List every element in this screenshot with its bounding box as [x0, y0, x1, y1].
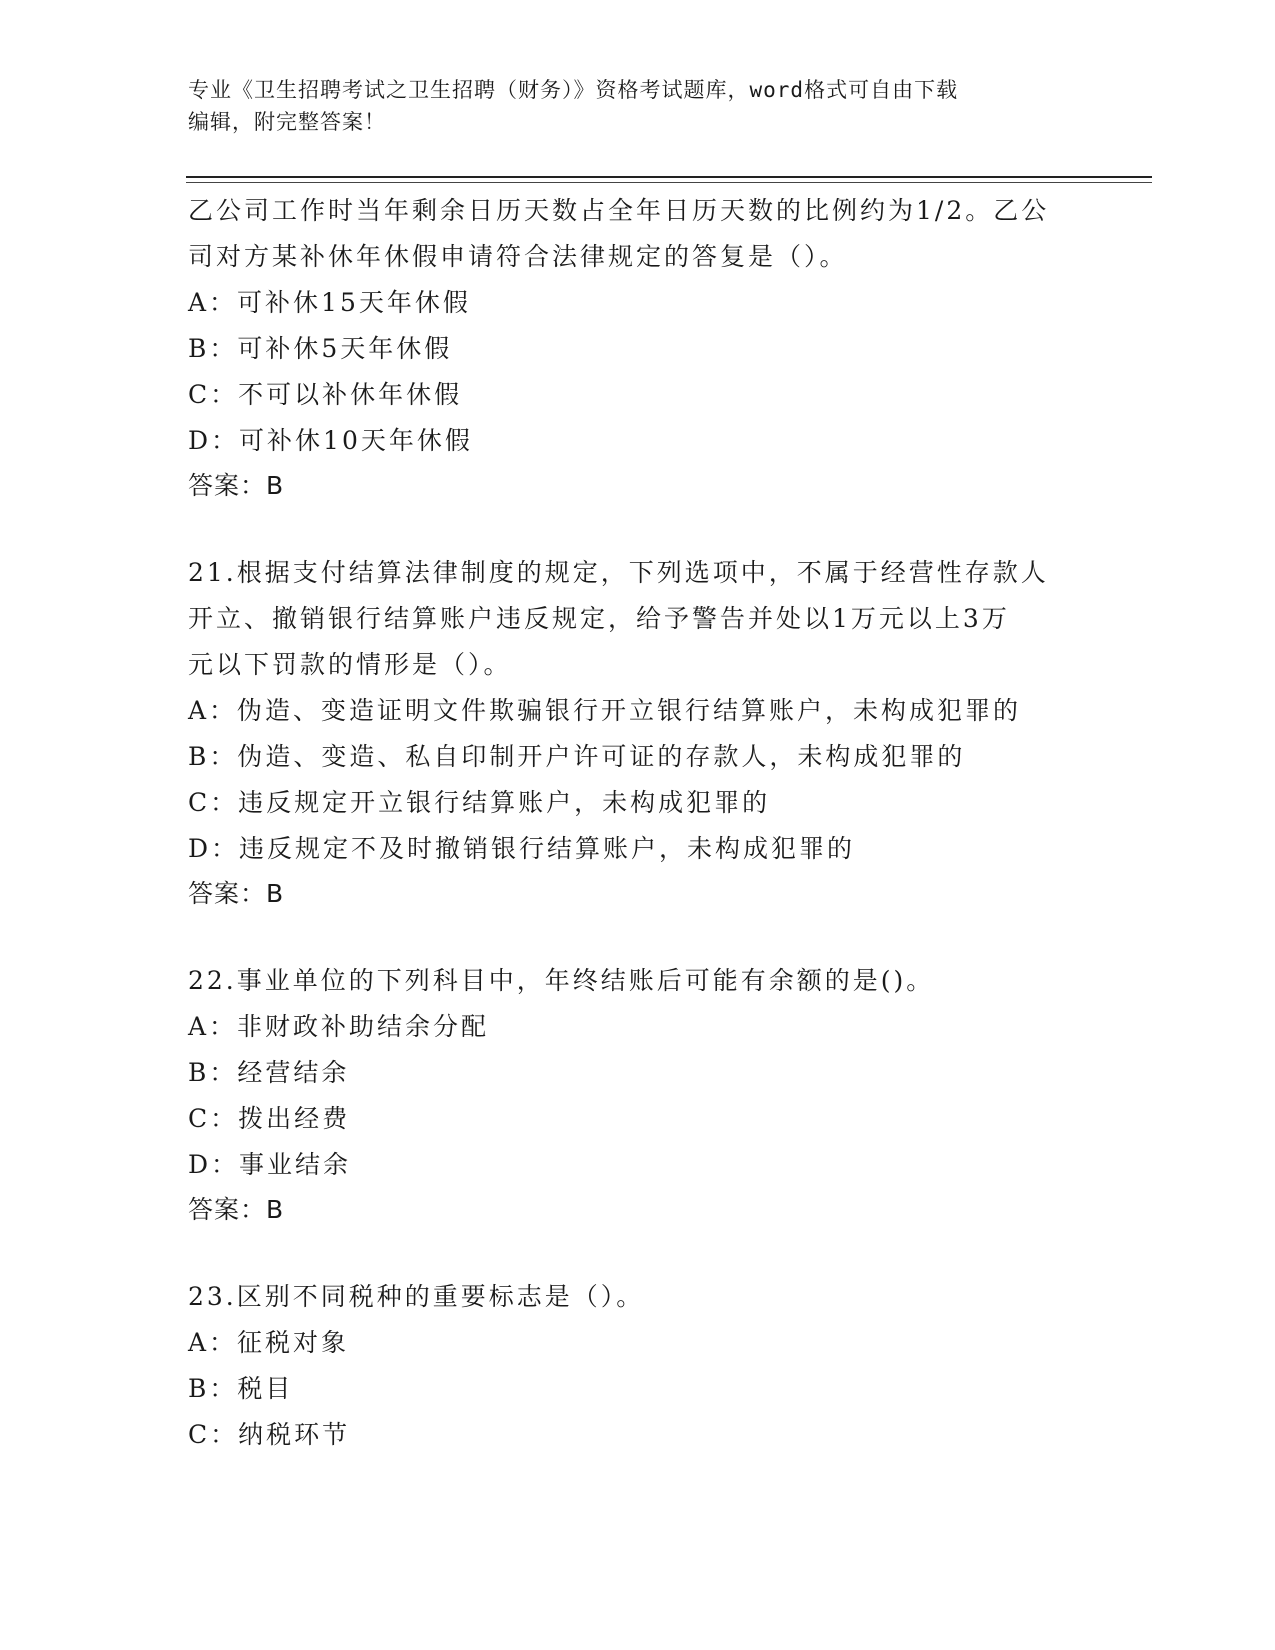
question-22-stem-line-1: 22.事业单位的下列科目中，年终结账后可能有余额的是()。	[188, 966, 935, 995]
question-22-option-d: D：事业结余	[188, 1150, 352, 1179]
question-22-option-c: C：拨出经费	[188, 1104, 351, 1133]
question-20-stem-line-2: 司对方某补休年休假申请符合法律规定的答复是（）。	[188, 242, 848, 271]
spacer	[188, 916, 1088, 958]
question-20-option-b: B：可补休5天年休假	[188, 334, 453, 363]
question-21-option-c: C：违反规定开立银行结算账户，未构成犯罪的	[188, 788, 771, 817]
spacer	[188, 1232, 1088, 1274]
question-22-option-b: B：经营结余	[188, 1058, 350, 1087]
question-20-stem-line-1: 乙公司工作时当年剩余日历天数占全年日历天数的比例约为1/2。乙公	[188, 196, 1050, 225]
question-21-answer: 答案：B	[188, 879, 285, 908]
question-23-option-b: B：税目	[188, 1374, 294, 1403]
header-title-line-1: 专业《卫生招聘考试之卫生招聘（财务）》资格考试题库，word格式可自由下载	[188, 78, 959, 102]
question-20-option-a: A：可补休15天年休假	[188, 288, 471, 317]
question-23	[188, 1274, 1088, 1458]
question-22-option-a: A：非财政补助结余分配	[188, 1012, 490, 1041]
question-list	[188, 188, 1088, 1458]
question-20-option-d: D：可补休10天年休假	[188, 426, 473, 455]
question-22-answer: 答案：B	[188, 1195, 285, 1224]
question-22	[188, 958, 1088, 1232]
question-21	[188, 550, 1088, 916]
spacer	[188, 508, 1088, 550]
question-21-stem-line-3: 元以下罚款的情形是（）。	[188, 650, 512, 679]
document-header	[188, 74, 1088, 138]
question-21-stem-line-1: 21.根据支付结算法律制度的规定，下列选项中，不属于经营性存款人	[188, 558, 1049, 587]
question-20	[188, 188, 1088, 508]
question-21-option-a: A：伪造、变造证明文件欺骗银行开立银行结算账户，未构成犯罪的	[188, 696, 1022, 725]
question-21-option-d: D：违反规定不及时撤销银行结算账户，未构成犯罪的	[188, 834, 856, 863]
question-21-option-b: B：伪造、变造、私自印制开户许可证的存款人，未构成犯罪的	[188, 742, 966, 771]
question-20-answer: 答案：B	[188, 471, 285, 500]
question-23-option-c: C：纳税环节	[188, 1420, 351, 1449]
question-20-option-c: C：不可以补休年休假	[188, 380, 463, 409]
header-divider-thin	[186, 182, 1152, 183]
question-23-stem-line-1: 23.区别不同税种的重要标志是（）。	[188, 1282, 645, 1311]
header-divider-thick	[186, 176, 1152, 178]
header-title-line-2: 编辑，附完整答案！	[188, 110, 386, 134]
question-23-option-a: A：征税对象	[188, 1328, 350, 1357]
question-21-stem-line-2: 开立、撤销银行结算账户违反规定，给予警告并处以1万元以上3万	[188, 604, 1010, 633]
